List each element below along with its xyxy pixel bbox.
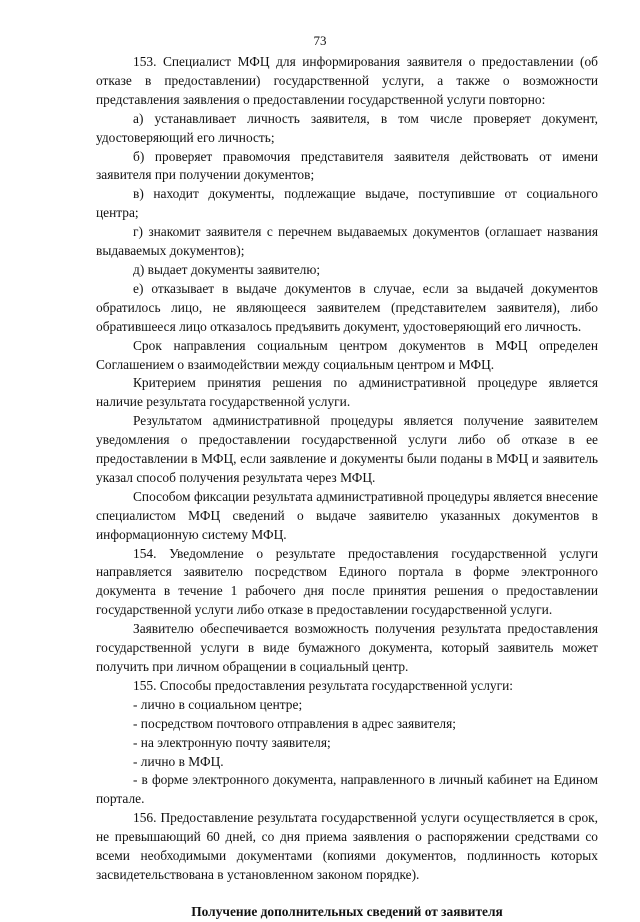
document-body	[96, 53, 598, 922]
paragraph-fixation: Способом фиксации результата административной процедуры является внесение специалистом МФЦ сведений о выдаче заявителю указанных документов в информационную систему МФЦ.	[96, 488, 598, 542]
list-item-v: в) находит документы, подлежащие выдаче, поступившие от социального центра;	[96, 186, 598, 221]
list-item-b: б) проверяет правомочия представителя заявителя действовать от имени заявителя при получении документов;	[96, 148, 598, 183]
page-number: 73	[313, 33, 327, 48]
method-item: - посредством почтового отправления в адрес заявителя;	[133, 715, 456, 731]
paragraph-criterion: Критерием принятия решения по административной процедуре является наличие результата государственной услуги.	[96, 375, 598, 410]
method-item: - лично в социальном центре;	[133, 696, 303, 712]
paragraph-term: Срок направления социальным центром документов в МФЦ определен Соглашением о взаимодействии между социальным центром и МФЦ.	[96, 337, 598, 372]
list-item-e: е) отказывает в выдаче документов в случае, если за выдачей документов обратилось лицо, не являющееся заявителем (представителем заявителя), либо обратившееся лицо отказалось предъявить документ, удостоверяющий его личность.	[96, 280, 598, 334]
list-item-a: а) устанавливает личность заявителя, в том числе проверяет документ, удостоверяющий его личность;	[96, 110, 598, 145]
paragraph-153-intro: 153. Специалист МФЦ для информирования заявителя о предоставлении (об отказе в предоставлении) государственной услуги, а также о возможности представления заявления о предоставлении государственной услуги повторно:	[96, 54, 598, 107]
paragraph-paper-copy: Заявителю обеспечивается возможность получения результата предоставления государственной услуги в виде бумажного документа, который заявитель может получить при личном обращении в социальный центр.	[96, 621, 598, 674]
list-item-d: д) выдает документы заявителю;	[133, 261, 321, 277]
paragraph-result: Результатом административной процедуры является получение заявителем уведомления о предоставлении государственной услуги либо об отказе в ее предоставлении в МФЦ, если заявление и документы были поданы в МФЦ и заявитель указал способ получения результата через МФЦ.	[96, 413, 598, 485]
section-heading: Получение дополнительных сведений от заявителя	[191, 903, 503, 919]
method-item: - на электронную почту заявителя;	[133, 734, 331, 750]
paragraph-154: 154. Уведомление о результате предоставления государственной услуги направляется заявителю посредством Единого портала в форме электронного документа в течение 1 рабочего дня после принятия решения о предоставлении государственной услуги либо отказе в предоставлении государственной услуги.	[96, 545, 598, 618]
method-item: - в форме электронного документа, направленного в личный кабинет на Едином портале.	[96, 772, 598, 807]
paragraph-156: 156. Предоставление результата государственной услуги осуществляется в срок, не превышающий 60 дней, со дня приема заявления о распоряжении средствами со всеми необходимыми документами (копиями документов, подлинность которых засвидетельствована в установленном законом порядке).	[96, 810, 598, 882]
paragraph-155: 155. Способы предоставления результата государственной услуги:	[133, 677, 513, 693]
method-item: - лично в МФЦ.	[133, 753, 224, 769]
list-item-g: г) знакомит заявителя с перечнем выдаваемых документов (оглашает названия выдаваемых документов);	[96, 224, 598, 259]
